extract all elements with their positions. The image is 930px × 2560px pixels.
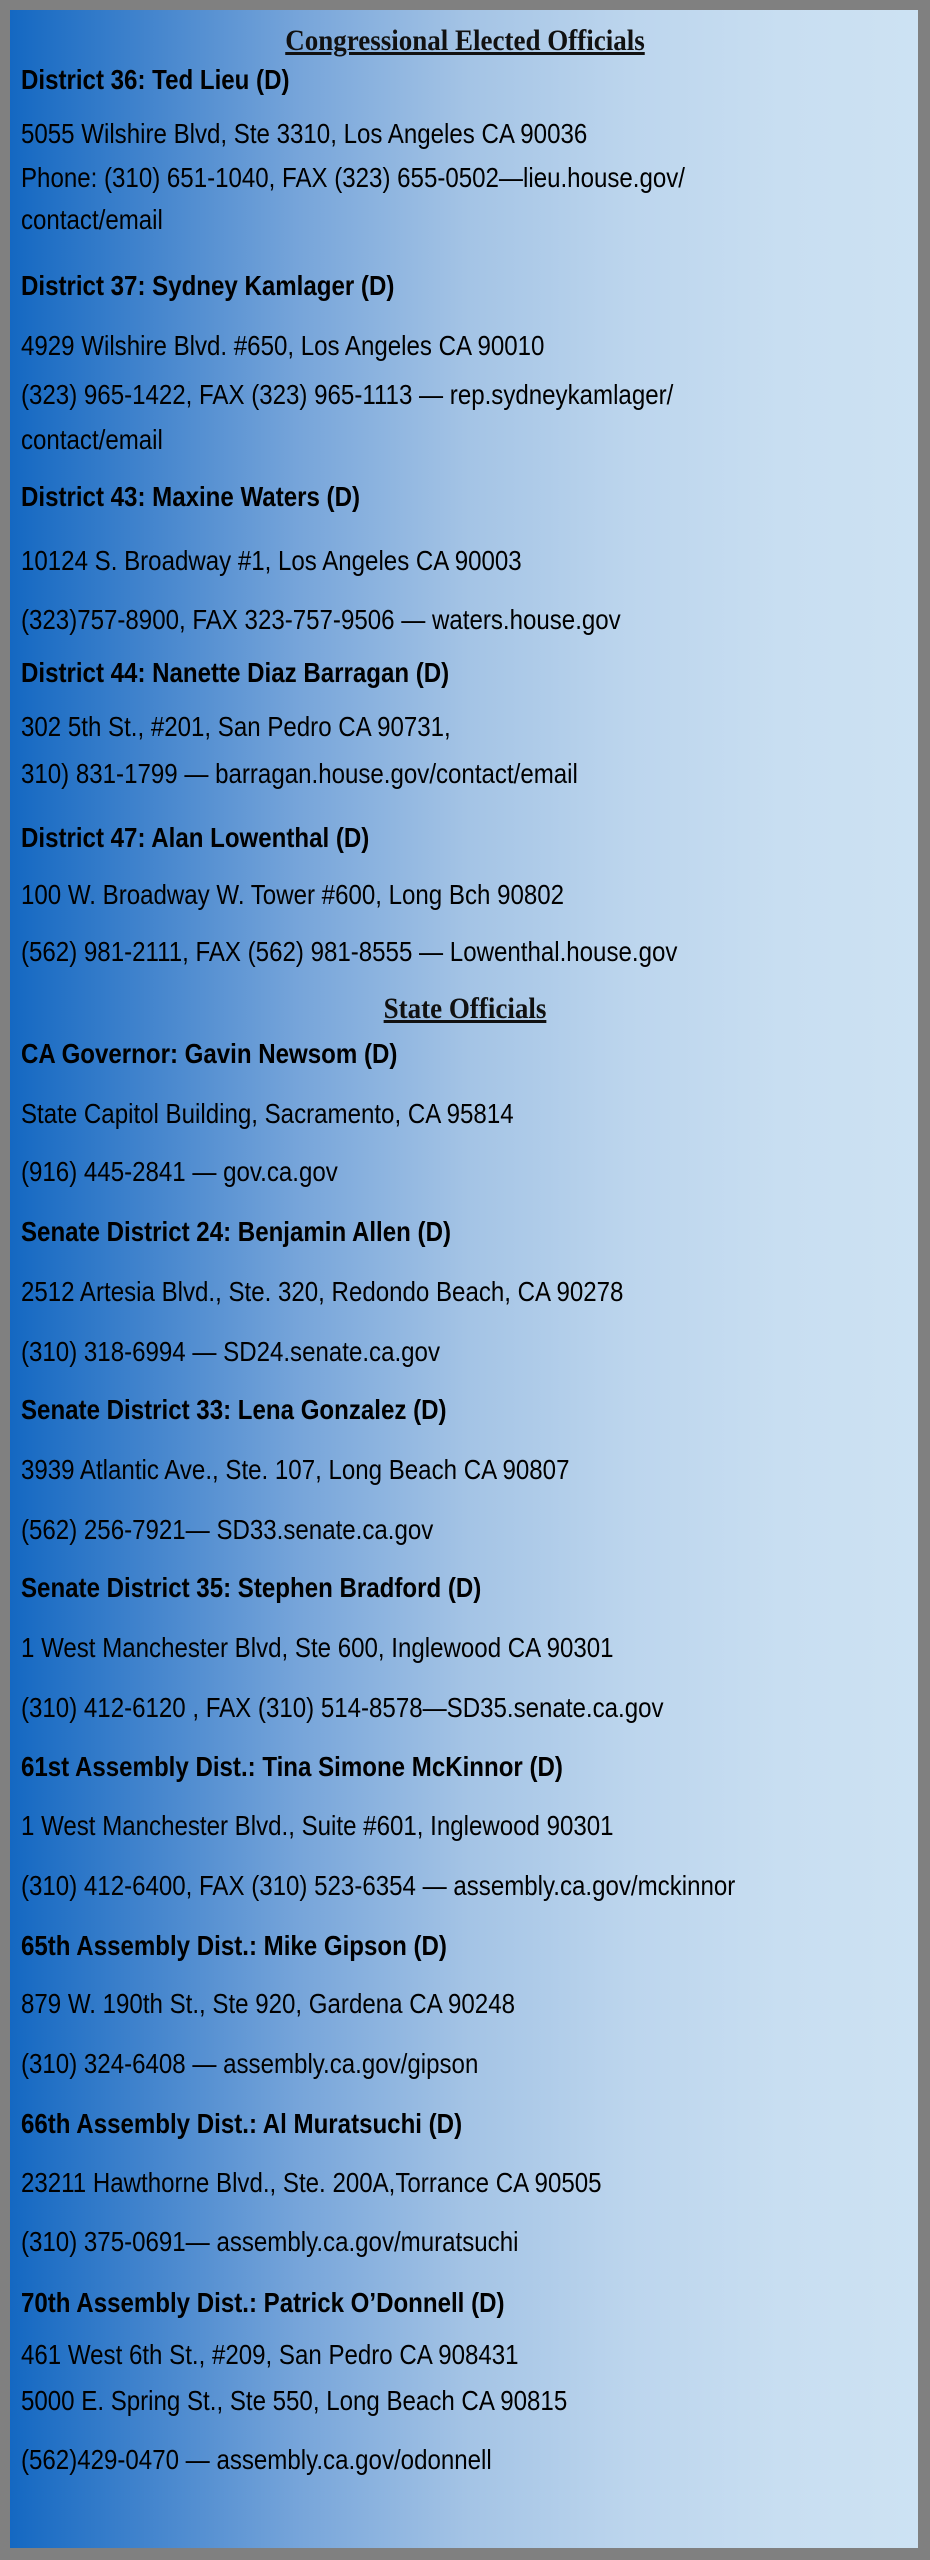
official-contact: (916) 445-2841 — gov.ca.gov xyxy=(21,1156,338,1187)
official-address: 879 W. 190th St., Ste 920, Gardena CA 90248 xyxy=(21,1988,515,2019)
official-address: 461 West 6th St., #209, San Pedro CA 908431 xyxy=(21,2339,519,2370)
official-contact: (562) 981-2111, FAX (562) 981-8555 — Lowenthal.house.gov xyxy=(21,936,678,967)
official-contact: (310) 318-6994 — SD24.senate.ca.gov xyxy=(21,1336,440,1367)
official-contact: (310) 324-6408 — assembly.ca.gov/gipson xyxy=(21,2048,479,2079)
official-contact: (562)429-0470 — assembly.ca.gov/odonnell xyxy=(21,2444,492,2475)
official-address: 10124 S. Broadway #1, Los Angeles CA 90003 xyxy=(21,545,522,576)
official-heading: District 47: Alan Lowenthal (D) xyxy=(21,822,370,853)
official-heading: Senate District 33: Lena Gonzalez (D) xyxy=(21,1394,447,1425)
official-heading: District 37: Sydney Kamlager (D) xyxy=(21,270,395,301)
official-contact: (323) 965-1422, FAX (323) 965-1113 — rep.sydneykamlager/ xyxy=(21,379,674,410)
official-heading: District 44: Nanette Diaz Barragan (D) xyxy=(21,657,450,688)
official-heading: 61st Assembly Dist.: Tina Simone McKinnor (D) xyxy=(21,1751,563,1782)
official-address: 4929 Wilshire Blvd. #650, Los Angeles CA 90010 xyxy=(21,330,545,361)
official-contact: 310) 831-1799 — barragan.house.gov/contact/email xyxy=(21,758,578,789)
official-contact: (310) 412-6400, FAX (310) 523-6354 — assembly.ca.gov/mckinnor xyxy=(21,1870,736,1901)
congressional-section-title: Congressional Elected Officials xyxy=(285,24,645,57)
official-heading: Senate District 24: Benjamin Allen (D) xyxy=(21,1216,451,1247)
official-address: 1 West Manchester Blvd., Suite #601, Inglewood 90301 xyxy=(21,1810,614,1841)
state-section-title: State Officials xyxy=(383,992,547,1025)
official-contact: (310) 375-0691— assembly.ca.gov/muratsuchi xyxy=(21,2226,519,2257)
official-contact: contact/email xyxy=(21,424,163,455)
official-heading: 65th Assembly Dist.: Mike Gipson (D) xyxy=(21,1930,447,1961)
official-contact: (562) 256-7921— SD33.senate.ca.gov xyxy=(21,1514,434,1545)
official-address: 3939 Atlantic Ave., Ste. 107, Long Beach CA 90807 xyxy=(21,1454,570,1485)
official-address: 100 W. Broadway W. Tower #600, Long Bch 90802 xyxy=(21,879,565,910)
official-heading: Senate District 35: Stephen Bradford (D) xyxy=(21,1572,482,1603)
official-address: 302 5th St., #201, San Pedro CA 90731, xyxy=(21,711,451,742)
official-contact: contact/email xyxy=(21,204,163,235)
official-heading: 70th Assembly Dist.: Patrick O’Donnell (D) xyxy=(21,2287,505,2318)
official-contact: (323)757-8900, FAX 323-757-9506 — waters.house.gov xyxy=(21,604,621,635)
official-heading: 66th Assembly Dist.: Al Muratsuchi (D) xyxy=(21,2108,463,2139)
official-address: 5055 Wilshire Blvd, Ste 3310, Los Angeles CA 90036 xyxy=(21,118,588,149)
official-contact: (310) 412-6120 , FAX (310) 514-8578—SD35.senate.ca.gov xyxy=(21,1692,664,1723)
official-heading: District 43: Maxine Waters (D) xyxy=(21,481,361,512)
official-address: 1 West Manchester Blvd, Ste 600, Inglewood CA 90301 xyxy=(21,1632,614,1663)
official-address: 23211 Hawthorne Blvd., Ste. 200A,Torrance CA 90505 xyxy=(21,2167,602,2198)
official-contact: Phone: (310) 651-1040, FAX (323) 655-0502—lieu.house.gov/ xyxy=(21,162,685,193)
official-address: State Capitol Building, Sacramento, CA 95814 xyxy=(21,1098,514,1129)
official-heading: CA Governor: Gavin Newsom (D) xyxy=(21,1038,398,1069)
official-address: 2512 Artesia Blvd., Ste. 320, Redondo Beach, CA 90278 xyxy=(21,1276,624,1307)
official-address: 5000 E. Spring St., Ste 550, Long Beach CA 90815 xyxy=(21,2385,568,2416)
official-heading: District 36: Ted Lieu (D) xyxy=(21,64,290,95)
